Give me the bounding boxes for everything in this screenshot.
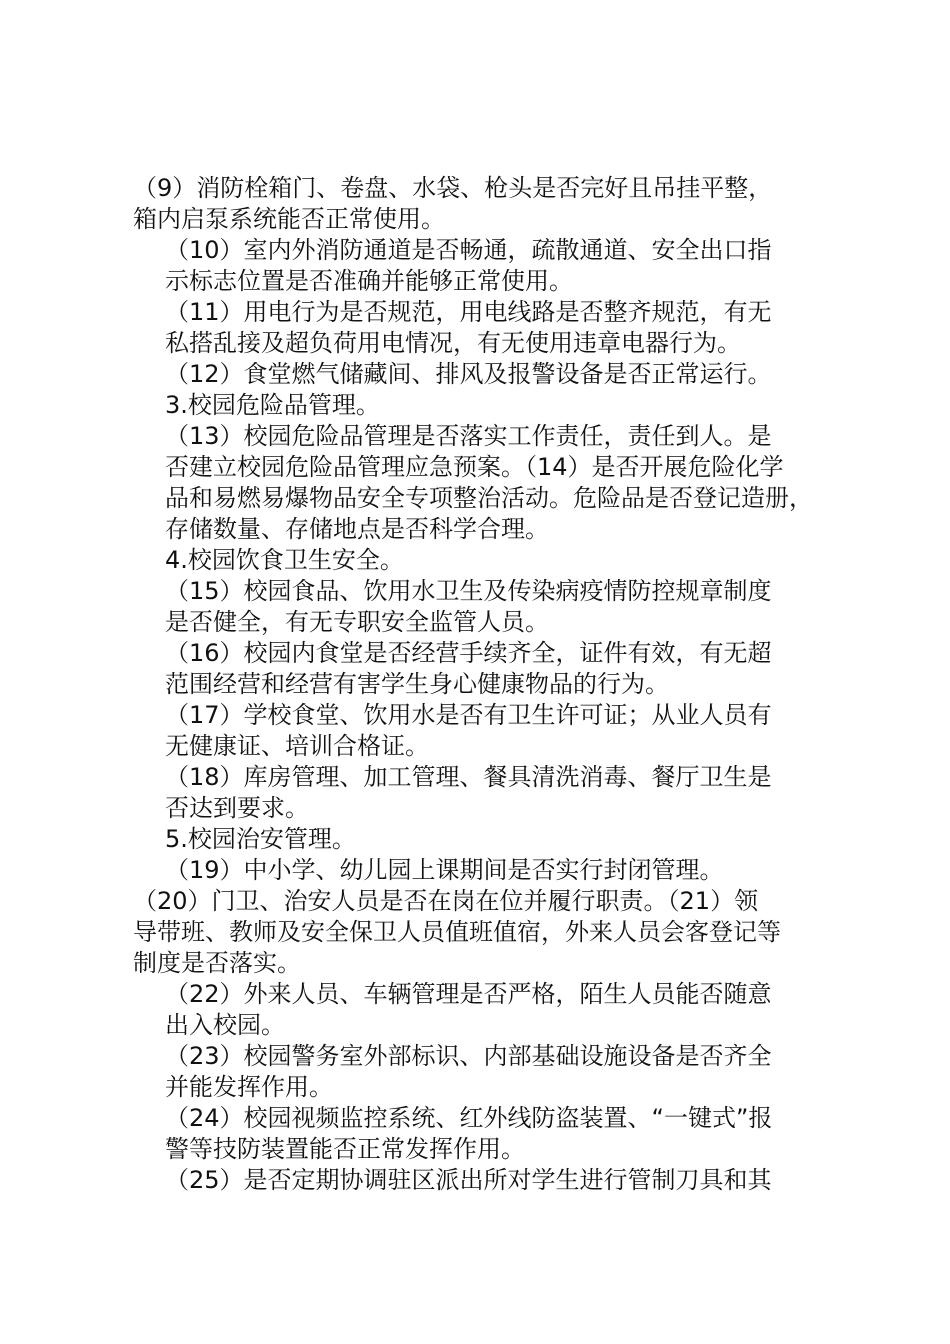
text-line: 否建立校园危险品管理应急预案。（14）是否开展危险化学 [165, 453, 784, 481]
section-heading [133, 390, 823, 421]
text-line: 示标志位置是否准确并能够正常使用。 [165, 267, 573, 295]
text-line: 并能发挥作用。 [165, 1073, 333, 1101]
text-line: （15）校园食品、饮用水卫生及传染病疫情防控规章制度 [165, 577, 772, 605]
text-line: （9）消防栓箱门、卷盘、水袋、枪头是否完好且吊挂平整， [133, 174, 773, 202]
section-heading [133, 824, 823, 855]
text-line: （25）是否定期协调驻区派出所对学生进行管制刀具和其 [165, 1166, 772, 1194]
paragraph [133, 359, 823, 390]
paragraph [133, 700, 823, 762]
text-line: （20）门卫、治安人员是否在岗在位并履行职责。（21）领 [133, 887, 759, 915]
text-line: 品和易燃易爆物品安全专项整治活动。危险品是否登记造册， [165, 484, 813, 512]
text-line: （18）库房管理、加工管理、餐具清洗消毒、餐厅卫生是 [165, 763, 772, 791]
text-line: 制度是否落实。 [133, 949, 301, 977]
text-line: 导带班、教师及安全保卫人员值班值宿，外来人员会客登记等 [133, 918, 781, 946]
paragraph [133, 1041, 823, 1103]
text-line: （24）校园视频监控系统、红外线防盗装置、“一键式”报 [165, 1104, 773, 1132]
text-line: 警等技防装置能否正常发挥作用。 [165, 1135, 525, 1163]
text-line: （19）中小学、幼儿园上课期间是否实行封闭管理。 [165, 856, 724, 884]
paragraph [133, 979, 823, 1041]
text-line: 无健康证、培训合格证。 [165, 732, 429, 760]
paragraph [133, 235, 823, 297]
text-line: （11）用电行为是否规范，用电线路是否整齐规范，有无 [165, 298, 772, 326]
paragraph [133, 421, 823, 545]
text-line: 5.校园治安管理。 [165, 825, 356, 853]
text-line: （12）食堂燃气储藏间、排风及报警设备是否正常运行。 [165, 360, 772, 388]
paragraph [133, 886, 823, 979]
text-line: 3.校园危险品管理。 [165, 391, 380, 419]
text-line: 出入校园。 [165, 1011, 285, 1039]
paragraph [133, 173, 823, 235]
section-heading [133, 545, 823, 576]
text-line: （22）外来人员、车辆管理是否严格，陌生人员能否随意 [165, 980, 772, 1008]
text-line: （17）学校食堂、饮用水是否有卫生许可证；从业人员有 [165, 701, 772, 729]
text-line: 否达到要求。 [165, 794, 309, 822]
text-line: 是否健全，有无专职安全监管人员。 [165, 608, 549, 636]
text-line: （10）室内外消防通道是否畅通，疏散通道、安全出口指 [165, 236, 772, 264]
paragraph [133, 1165, 823, 1196]
paragraph [133, 855, 823, 886]
paragraph [133, 638, 823, 700]
text-line: 存储数量、存储地点是否科学合理。 [165, 515, 549, 543]
text-line: （13）校园危险品管理是否落实工作责任，责任到人。是 [165, 422, 772, 450]
paragraph [133, 762, 823, 824]
paragraph [133, 1103, 823, 1165]
text-line: 4.校园饮食卫生安全。 [165, 546, 404, 574]
text-line: （16）校园内食堂是否经营手续齐全，证件有效，有无超 [165, 639, 772, 667]
text-line: 私搭乱接及超负荷用电情况，有无使用违章电器行为。 [165, 329, 741, 357]
document-body [133, 173, 823, 1196]
text-line: 范围经营和经营有害学生身心健康物品的行为。 [165, 670, 669, 698]
text-line: 箱内启泵系统能否正常使用。 [133, 205, 445, 233]
paragraph [133, 297, 823, 359]
text-line: （23）校园警务室外部标识、内部基础设施设备是否齐全 [165, 1042, 772, 1070]
paragraph [133, 576, 823, 638]
